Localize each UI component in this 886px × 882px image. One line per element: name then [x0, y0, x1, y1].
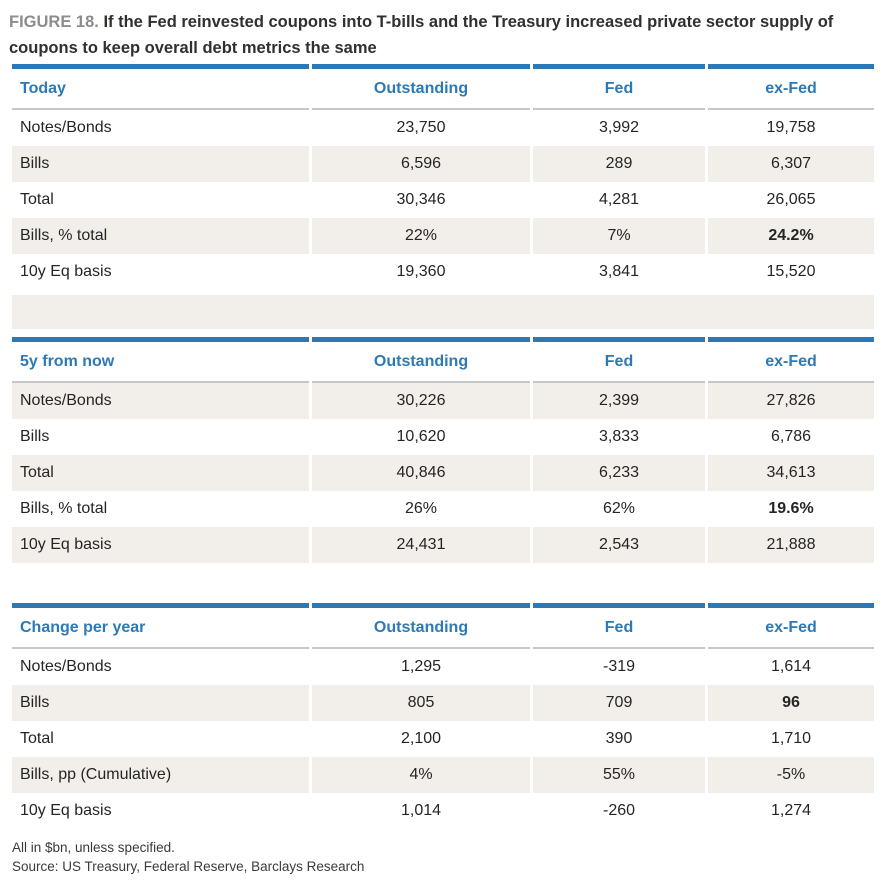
table-section-title: Change per year — [12, 603, 309, 649]
table-row — [12, 757, 874, 793]
cell-value: 6,786 — [708, 419, 874, 455]
cell-value: 6,596 — [312, 146, 530, 182]
table-row — [12, 721, 874, 757]
table-header-row — [12, 337, 874, 383]
cell-value: 30,346 — [312, 182, 530, 218]
cell-value: 6,233 — [533, 455, 705, 491]
cell-value: 55% — [533, 757, 705, 793]
row-label: Bills, % total — [12, 218, 309, 254]
column-header-outstanding: Outstanding — [312, 603, 530, 649]
cell-value: 96 — [708, 685, 874, 721]
cell-value: 15,520 — [708, 254, 874, 290]
cell-value: 4% — [312, 757, 530, 793]
row-label: Total — [12, 455, 309, 491]
cell-value: 3,992 — [533, 110, 705, 146]
cell-value: 19,360 — [312, 254, 530, 290]
cell-value: -319 — [533, 649, 705, 685]
cell-value: 19.6% — [708, 491, 874, 527]
cell-value: 1,274 — [708, 793, 874, 829]
cell-value: 34,613 — [708, 455, 874, 491]
column-header-fed: Fed — [533, 64, 705, 110]
table-row — [12, 254, 874, 290]
row-label: Notes/Bonds — [12, 110, 309, 146]
cell-value: 3,833 — [533, 419, 705, 455]
cell-value: 24.2% — [708, 218, 874, 254]
table-row — [12, 491, 874, 527]
row-label: Notes/Bonds — [12, 383, 309, 419]
cell-value: 10,620 — [312, 419, 530, 455]
cell-value: 30,226 — [312, 383, 530, 419]
table-row — [12, 793, 874, 829]
table-row — [12, 649, 874, 685]
row-label: Bills, % total — [12, 491, 309, 527]
table-header-row — [12, 603, 874, 649]
row-label: 10y Eq basis — [12, 793, 309, 829]
table-row — [12, 527, 874, 563]
footnote-units: All in $bn, unless specified. — [12, 840, 175, 855]
table-section-title: Today — [12, 64, 309, 110]
cell-value: 19,758 — [708, 110, 874, 146]
cell-value: 805 — [312, 685, 530, 721]
table-row — [12, 419, 874, 455]
table-section-title: 5y from now — [12, 337, 309, 383]
table-row — [12, 685, 874, 721]
column-header-outstanding: Outstanding — [312, 337, 530, 383]
cell-value: 27,826 — [708, 383, 874, 419]
table-today — [9, 64, 877, 290]
table-row — [12, 110, 874, 146]
row-label: 10y Eq basis — [12, 527, 309, 563]
table-change-per-year — [9, 603, 877, 829]
cell-value: 1,014 — [312, 793, 530, 829]
cell-value: 40,846 — [312, 455, 530, 491]
cell-value: 22% — [312, 218, 530, 254]
row-label: Total — [12, 721, 309, 757]
table-row — [12, 146, 874, 182]
cell-value: 1,614 — [708, 649, 874, 685]
cell-value: 23,750 — [312, 110, 530, 146]
cell-value: 26,065 — [708, 182, 874, 218]
row-label: Total — [12, 182, 309, 218]
cell-value: 1,295 — [312, 649, 530, 685]
cell-value: 26% — [312, 491, 530, 527]
section-spacer — [12, 295, 874, 329]
footnotes — [12, 838, 877, 876]
table-row — [12, 218, 874, 254]
figure-title — [9, 9, 875, 61]
cell-value: 62% — [533, 491, 705, 527]
row-label: Bills — [12, 419, 309, 455]
row-label: Notes/Bonds — [12, 649, 309, 685]
table-row — [12, 455, 874, 491]
cell-value: 4,281 — [533, 182, 705, 218]
column-header-outstanding: Outstanding — [312, 64, 530, 110]
column-header-ex-fed: ex-Fed — [708, 603, 874, 649]
cell-value: -260 — [533, 793, 705, 829]
table-row — [12, 383, 874, 419]
section-spacer — [12, 563, 874, 603]
row-label: Bills — [12, 146, 309, 182]
row-label: Bills — [12, 685, 309, 721]
column-header-fed: Fed — [533, 603, 705, 649]
table-row — [12, 182, 874, 218]
table-5y-from-now — [9, 337, 877, 563]
footnote-source: Source: US Treasury, Federal Reserve, Barclays Research — [12, 859, 365, 874]
cell-value: 709 — [533, 685, 705, 721]
row-label: 10y Eq basis — [12, 254, 309, 290]
cell-value: -5% — [708, 757, 874, 793]
cell-value: 2,543 — [533, 527, 705, 563]
cell-value: 6,307 — [708, 146, 874, 182]
column-header-ex-fed: ex-Fed — [708, 64, 874, 110]
cell-value: 289 — [533, 146, 705, 182]
cell-value: 2,100 — [312, 721, 530, 757]
cell-value: 390 — [533, 721, 705, 757]
cell-value: 24,431 — [312, 527, 530, 563]
cell-value: 21,888 — [708, 527, 874, 563]
cell-value: 2,399 — [533, 383, 705, 419]
column-header-fed: Fed — [533, 337, 705, 383]
cell-value: 7% — [533, 218, 705, 254]
row-label: Bills, pp (Cumulative) — [12, 757, 309, 793]
column-header-ex-fed: ex-Fed — [708, 337, 874, 383]
table-header-row — [12, 64, 874, 110]
cell-value: 1,710 — [708, 721, 874, 757]
figure-number-label: FIGURE 18. — [9, 13, 99, 31]
figure-title-text: If the Fed reinvested coupons into T-bills and the Treasury increased private sector supply of coupons to keep overall debt metrics the same — [9, 13, 834, 57]
cell-value: 3,841 — [533, 254, 705, 290]
